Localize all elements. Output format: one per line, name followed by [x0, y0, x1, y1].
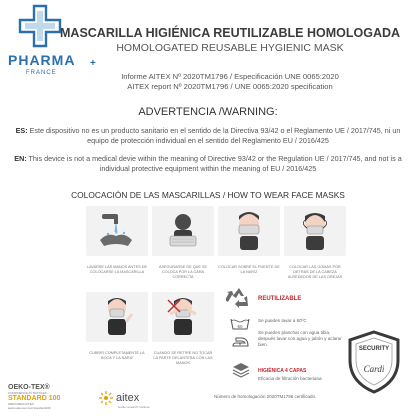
cover-face-icon — [86, 292, 148, 342]
wash-text: Se pueden lavar a 60ºC — [258, 318, 307, 323]
step-caption: ASEGURARSE DE QUE SE COLOCA POR LA CARA CORRECTA — [158, 265, 208, 279]
step-wash-hands — [86, 206, 148, 275]
warning-es-text: Este dispositivo no es un producto sanitario en el sentido de la Directiva 93/42 o el Reglamento UE / 2017/745, ni un equipo de protección individual en el sentido del Reglamento EU / 2016/425 — [29, 126, 401, 145]
brand-sub: FRANCE — [26, 70, 57, 76]
step-caption: COLOCAR LAS GOMAS POR DETRÁS DE LA CABEZA ALREDEDOR DE LAS OREJAS — [287, 265, 343, 279]
iron-text: Se pueden planchar con agua tibia, después lavar con agua y jabón y aclarar bien. — [258, 330, 342, 347]
remove-mask-icon — [152, 292, 214, 342]
step-caption: CUBRIR COMPLETAMENTE LA BOCA Y LA NARIZ — [89, 351, 145, 360]
wash-60-icon — [230, 318, 250, 330]
warning-en — [14, 154, 402, 174]
step-caption: COLOCAR SOBRE EL PUENTE DE LA NARIZ — [218, 265, 280, 274]
warning-en-text: This device is not a medical devie within the meaning of Directive 93/42 or the Regulation UE / 2017/745, and not is a individual protective equipment within the meaning of EU / 2016/425 — [28, 154, 402, 173]
oeko-web: www.oeko-tex.com/standard100 — [8, 406, 51, 410]
oeko-tex-label — [8, 384, 88, 410]
badge-script: Cardi — [363, 364, 385, 374]
oeko-small: CONFIDENCE IN TEXTILES — [8, 391, 47, 395]
nose-bridge-icon — [218, 206, 280, 256]
report-es: Informe AITEX Nº 2020TM1796 / Especificación UNE 0065:2020 — [121, 72, 339, 81]
page-title: MASCARILLA HIGIÉNICA REUTILIZABLE HOMOLOGADA — [60, 26, 401, 40]
badge-letters: SECURITY — [358, 346, 390, 352]
homologation-text: Número de homologación 2020TM1796 certificado. — [214, 394, 317, 399]
warning-es — [14, 126, 402, 146]
aitex-logo-icon — [98, 390, 114, 406]
oeko-title: OEKO-TEX® — [8, 384, 50, 391]
step-caption: CUANDO SE RETIRE NO TOCAR LA PARTE DELANTERA CON LAS MANOS — [153, 351, 213, 365]
svg-text:60: 60 — [237, 324, 243, 329]
mask-side-icon — [152, 206, 214, 256]
efficiency-text: Eficacia de filtración bacteriana — [258, 376, 322, 381]
layers-label: HIGIÉNICA 4 CAPAS — [258, 368, 307, 374]
step-correct-side — [152, 206, 214, 280]
report-en: AITEX report Nº 2020TM1796 / UNE 0065:2020 specification — [127, 82, 333, 91]
oeko-standard: STANDARD 100 — [8, 395, 61, 402]
howto-heading: COLOCACIÓN DE LAS MASCARILLAS / HOW TO WEAR FACE MASKS — [71, 190, 345, 200]
oeko-id: 20ECO0003 AITEX — [8, 402, 34, 406]
brand-name: PHARMA — [8, 52, 76, 68]
layers-icon — [232, 362, 250, 378]
iron-icon — [230, 336, 250, 348]
security-badge — [346, 330, 402, 394]
reusable-label: REUTILIZABLE — [258, 296, 302, 302]
warning-heading: ADVERTENCIA /WARNING: — [138, 106, 278, 118]
step-cover-face — [86, 292, 148, 361]
warning-en-label: EN: — [14, 154, 27, 163]
step-remove — [152, 292, 214, 366]
aitex-wordmark: aitex — [116, 392, 140, 404]
step-ear-loops — [284, 206, 346, 280]
page-subtitle: HOMOLOGATED REUSABLE HYGIENIC MASK — [116, 42, 344, 54]
step-caption: LAVARSE LAS MANOS ANTES DE COLOCARSE LA MASCARILLA — [87, 265, 147, 274]
step-nose-bridge — [218, 206, 280, 275]
recycle-icon — [226, 286, 252, 310]
aitex-sub: textile research institute — [118, 405, 150, 409]
wash-hands-icon — [86, 206, 148, 256]
ear-loops-icon — [284, 206, 346, 256]
cross-icon — [18, 4, 62, 48]
brand-plus: + — [90, 58, 96, 69]
warning-es-label: ES: — [15, 126, 28, 135]
